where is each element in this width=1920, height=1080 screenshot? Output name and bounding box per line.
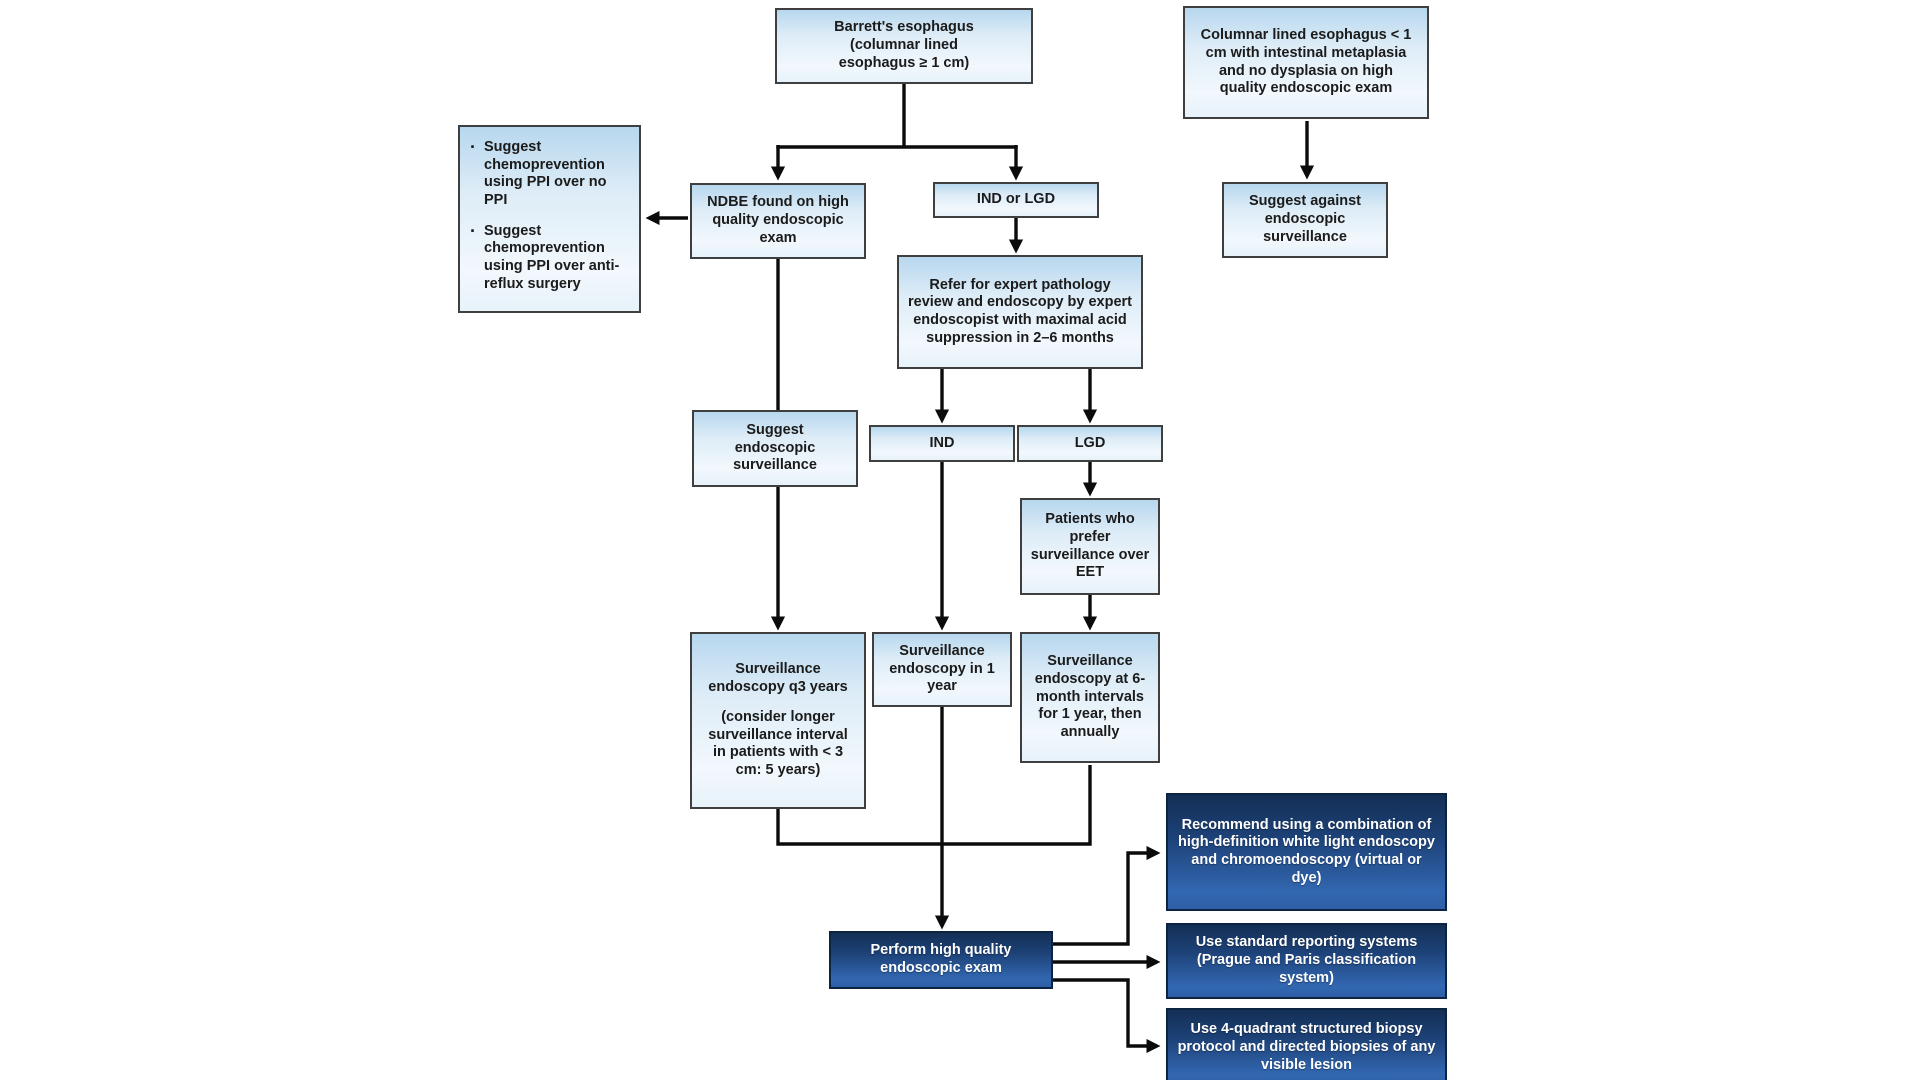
node-refer-expert-pathology <box>897 255 1143 369</box>
node-surveillance-q3-years-label: Surveillance endoscopy q3 years <box>708 661 848 696</box>
node-suggest-against-surveillance <box>1222 182 1388 258</box>
node-surveillance-1-year <box>872 632 1012 707</box>
node-lgd-label: LGD <box>1074 434 1106 451</box>
node-surveillance-6-month-label: Surveillance endoscopy at 6-month intervals for 1 year, then annually <box>1034 653 1146 741</box>
node-columnar-lined-esophagus-label: Columnar lined esophagus < 1 cm with intestinal metaplasia and no dysplasia on high quality endoscopic exam <box>1200 27 1412 97</box>
node-suggest-endoscopic-surveillance <box>692 410 858 487</box>
node-columnar-lined-esophagus <box>1183 6 1429 119</box>
node-ind-or-lgd-label: IND or LGD <box>976 191 1056 208</box>
node-chemoprevention <box>458 125 641 313</box>
node-use-standard-reporting <box>1166 923 1447 999</box>
node-surveillance-1-year-label: Surveillance endoscopy in 1 year <box>889 642 995 695</box>
chemoprevention-item-1: · Suggest chemoprevention using PPI over no PPI <box>470 139 629 210</box>
node-lgd <box>1017 425 1163 462</box>
node-perform-endoscopic-exam <box>829 931 1053 989</box>
chemoprevention-list <box>470 139 629 294</box>
node-surveillance-q3-years <box>690 632 866 809</box>
arrow-to-rec-biopsy <box>1052 980 1157 1046</box>
node-use-biopsy-protocol-label: Use 4-quadrant structured biopsy protocol and directed biopsies of any visible lesion <box>1177 1021 1436 1073</box>
node-refer-expert-pathology-label: Refer for expert pathology review and endoscopy by expert endoscopist with maximal acid suppression in 2–6 months <box>907 276 1133 346</box>
chemoprevention-item-2: · Suggest chemoprevention using PPI over anti-reflux surgery <box>470 223 629 294</box>
node-patients-prefer-surveillance-label: Patients who prefer surveillance over EET <box>1030 511 1150 581</box>
node-suggest-against-surveillance-label: Suggest against endoscopic surveillance <box>1249 193 1361 245</box>
node-ndbe-found-label: NDBE found on high quality endoscopic exam <box>707 194 849 246</box>
node-ind <box>869 425 1015 462</box>
node-surveillance-q3-years-note: (consider longer surveillance interval in patients with < 3 cm: 5 years) <box>708 708 848 778</box>
node-use-biopsy-protocol <box>1166 1008 1447 1080</box>
node-use-standard-reporting-label: Use standard reporting systems (Prague and Paris classification system) <box>1195 934 1418 986</box>
node-recommend-hd-wle-chromoendoscopy-label: Recommend using a combination of high-definition white light endoscopy and chromoendoscopy (virtual or dye) <box>1178 816 1435 886</box>
node-surveillance-6-month <box>1020 632 1160 763</box>
node-ind-or-lgd <box>933 182 1099 218</box>
node-barretts-esophagus-label: Barrett's esophagus (columnar lined esophagus ≥ 1 cm) <box>834 19 974 71</box>
arrow-to-rec-combination <box>1052 853 1157 944</box>
node-perform-endoscopic-exam-label: Perform high quality endoscopic exam <box>870 942 1012 976</box>
node-recommend-hd-wle-chromoendoscopy <box>1166 793 1447 911</box>
node-patients-prefer-surveillance <box>1020 498 1160 595</box>
node-suggest-endoscopic-surveillance-label: Suggest endoscopic surveillance <box>733 421 817 474</box>
node-ndbe-found <box>690 183 866 259</box>
node-barretts-esophagus <box>775 8 1033 84</box>
node-ind-label: IND <box>929 434 955 451</box>
